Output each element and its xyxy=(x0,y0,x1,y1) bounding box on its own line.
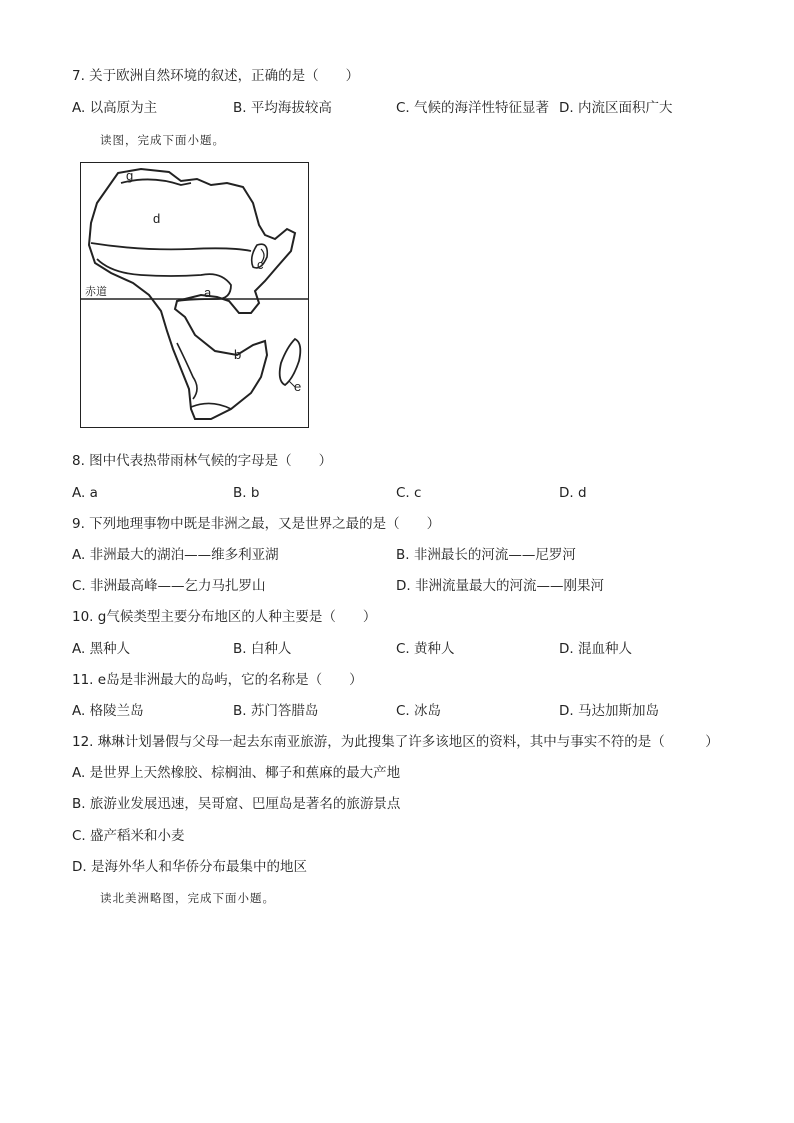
q11-stem: 11. e岛是非洲最大的岛屿，它的名称是（ ） xyxy=(72,672,363,688)
q9-stem: 9. 下列地理事物中既是非洲之最，又是世界之最的是（ ） xyxy=(72,516,441,532)
label-equator: 赤道 xyxy=(85,285,107,298)
q10-option-d[interactable]: D. 混血种人 xyxy=(559,641,632,657)
q10-option-b[interactable]: B. 白种人 xyxy=(233,641,292,657)
q8-option-d[interactable]: D. d xyxy=(559,485,587,501)
q11-option-b[interactable]: B. 苏门答腊岛 xyxy=(233,703,319,719)
q10-stem: 10. g气候类型主要分布地区的人种主要是（ ） xyxy=(72,609,377,625)
q7-stem: 7. 关于欧洲自然环境的叙述，正确的是（ ） xyxy=(72,68,360,84)
q9-option-c[interactable]: C. 非洲最高峰——乞力马扎罗山 xyxy=(72,578,266,594)
africa-map xyxy=(80,162,309,428)
label-d: d xyxy=(153,211,161,226)
instruction-read-north-america-map: 读北美洲略图，完成下面小题。 xyxy=(100,891,275,905)
instruction-read-map: 读图，完成下面小题。 xyxy=(100,133,225,147)
q9-option-a[interactable]: A. 非洲最大的湖泊——维多利亚湖 xyxy=(72,547,279,563)
q7-option-c[interactable]: C. 气候的海洋性特征显著 xyxy=(396,100,550,116)
region-b-boundary xyxy=(177,343,197,399)
label-a: a xyxy=(204,285,212,300)
q7-option-a[interactable]: A. 以高原为主 xyxy=(72,100,158,116)
region-d-boundary xyxy=(91,243,251,251)
label-b: b xyxy=(234,347,242,362)
label-c: c xyxy=(257,257,264,272)
label-e: e xyxy=(294,379,302,394)
q12-option-c[interactable]: C. 盛产稻米和小麦 xyxy=(72,828,185,844)
q9-option-d[interactable]: D. 非洲流量最大的河流——刚果河 xyxy=(396,578,604,594)
q8-option-b[interactable]: B. b xyxy=(233,485,260,501)
label-g: g xyxy=(126,168,134,183)
africa-map-drawing xyxy=(81,163,308,427)
q12-option-a[interactable]: A. 是世界上天然橡胶、棕榈油、椰子和蕉麻的最大产地 xyxy=(72,765,401,781)
q12-stem: 12. 琳琳计划暑假与父母一起去东南亚旅游，为此搜集了许多该地区的资料，其中与事实不符的是（ ） xyxy=(72,734,719,750)
q12-option-b[interactable]: B. 旅游业发展迅速，吴哥窟、巴厘岛是著名的旅游景点 xyxy=(72,796,401,812)
q12-option-d[interactable]: D. 是海外华人和华侨分布最集中的地区 xyxy=(72,859,307,875)
q10-option-a[interactable]: A. 黑种人 xyxy=(72,641,131,657)
q8-option-a[interactable]: A. a xyxy=(72,485,98,501)
q7-option-b[interactable]: B. 平均海拔较高 xyxy=(233,100,332,116)
q10-option-c[interactable]: C. 黄种人 xyxy=(396,641,455,657)
africa-outline xyxy=(89,169,295,419)
q11-option-a[interactable]: A. 格陵兰岛 xyxy=(72,703,144,719)
q8-option-c[interactable]: C. c xyxy=(396,485,422,501)
q11-option-d[interactable]: D. 马达加斯加岛 xyxy=(559,703,659,719)
q9-option-b[interactable]: B. 非洲最长的河流——尼罗河 xyxy=(396,547,576,563)
q7-option-d[interactable]: D. 内流区面积广大 xyxy=(559,100,673,116)
q8-stem: 8. 图中代表热带雨林气候的字母是（ ） xyxy=(72,453,333,469)
q11-option-c[interactable]: C. 冰岛 xyxy=(396,703,442,719)
